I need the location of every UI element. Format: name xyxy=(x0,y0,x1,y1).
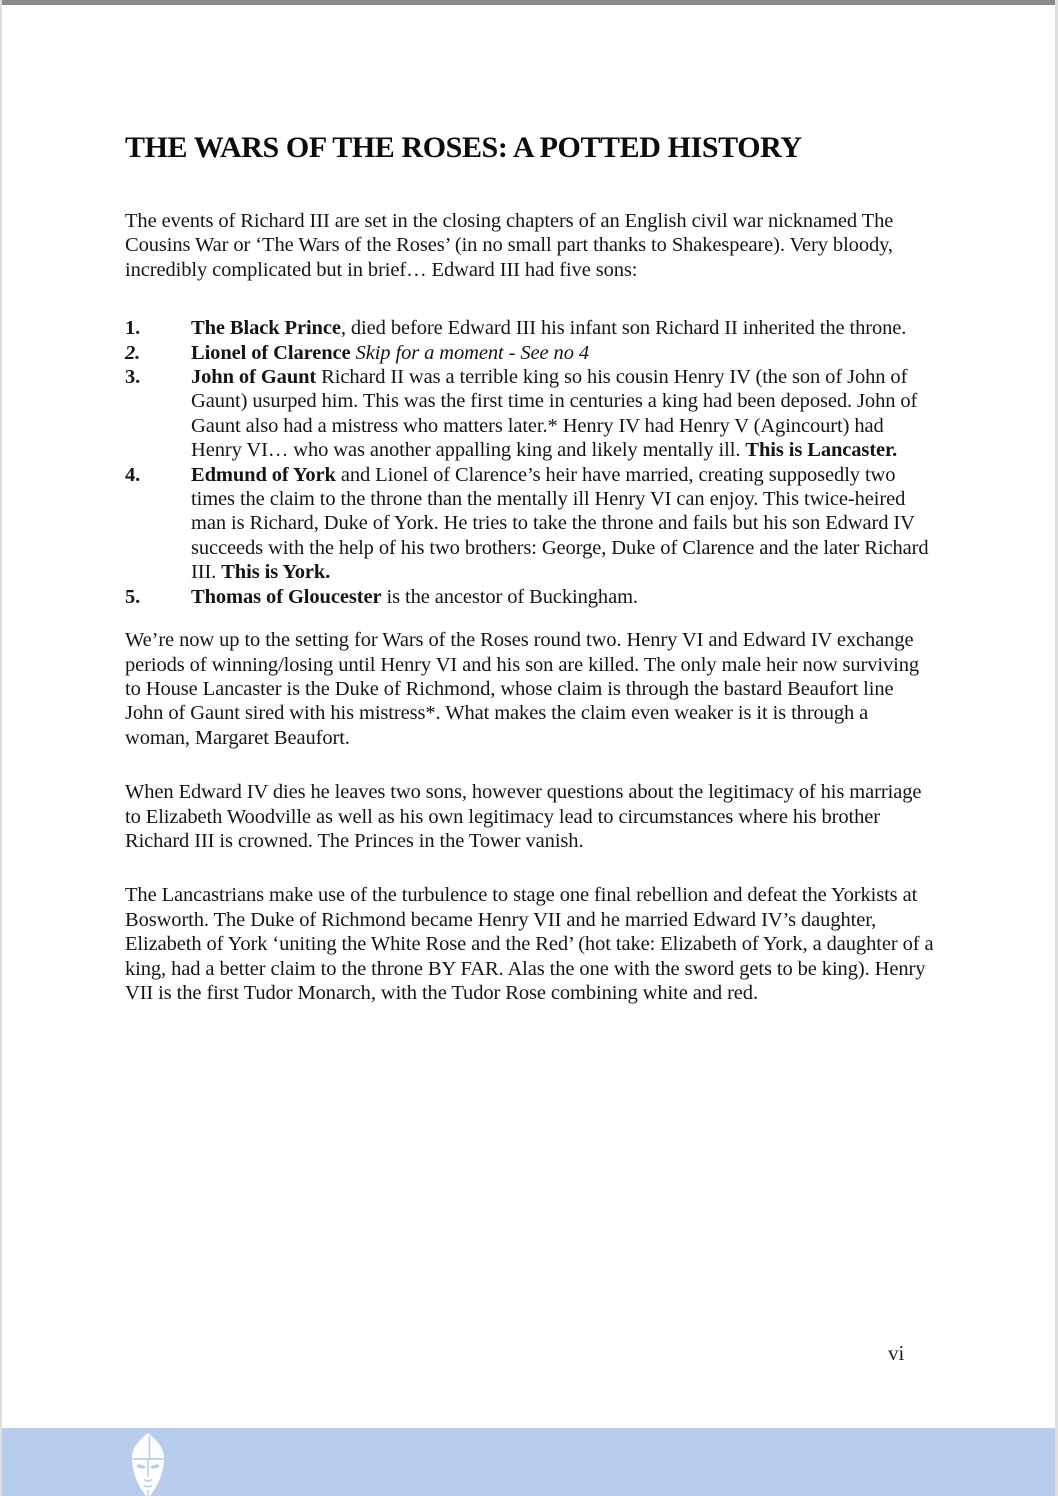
round-two-paragraph: We’re now up to the setting for Wars of the Roses round two. Henry VI and Edward IV exchange periods of winning/losing until Henry VI and his son are killed. The only male heir now surviving to House Lancaster is the Duke of Richmond, whose claim is through the bastard Beaufort line John of Gaunt sired with his mistress*. What makes the claim even weaker is it is through a woman, Margaret Beaufort. xyxy=(125,629,920,749)
list-item xyxy=(125,341,934,365)
five-sons-list xyxy=(125,316,934,609)
list-item-text: The Black Prince, died before Edward III his infant son Richard II inherited the throne. xyxy=(191,317,907,340)
list-item xyxy=(125,463,934,585)
list-item-text: Edmund of York and Lionel of Clarence’s heir have married, creating supposedly two times the claim to the throne than the mentally ill Henry VI can enjoy. This twice-heired man is Richard, Duke of York. He tries to take the throne and fails but his son Edward IV succeeds with the help of his two brothers: George, Duke of Clarence and the later Richard III. This is York. xyxy=(191,463,929,584)
list-item-number: 1. xyxy=(125,317,141,340)
page-content xyxy=(125,0,934,1035)
list-item-text: Lionel of Clarence Skip for a moment - See no 4 xyxy=(191,341,590,364)
list-item xyxy=(125,585,934,609)
list-item-number: 4. xyxy=(125,463,141,486)
list-item-text: Thomas of Gloucester is the ancestor of Buckingham. xyxy=(191,585,638,608)
list-item xyxy=(125,316,934,340)
page-title: THE WARS OF THE ROSES: A POTTED HISTORY xyxy=(125,131,802,164)
edward-dies-paragraph: When Edward IV dies he leaves two sons, however questions about the legitimacy of his marriage to Elizabeth Woodville as well as his own legitimacy lead to circumstances where his brother Richard III is crowned. The Princes in the Tower vanish. xyxy=(125,781,922,852)
footer-band xyxy=(0,1428,1058,1496)
list-item-text: John of Gaunt Richard II was a terrible king so his cousin Henry IV (the son of John of Gaunt) usurped him. This was the first time in centuries a king had been deposed. John of Gaunt also had a mistress who matters later.* Henry IV had Henry V (Agincourt) had Henry VI… who was another appalling king and likely mentally ill. This is Lancaster. xyxy=(191,366,918,462)
theatre-mask-logo-icon xyxy=(128,1433,168,1496)
list-item-number: 5. xyxy=(125,585,141,608)
page-number: vi xyxy=(888,1341,905,1365)
list-item xyxy=(125,365,934,463)
lancastrians-paragraph: The Lancastrians make use of the turbulence to stage one final rebellion and defeat the Yorkists at Bosworth. The Duke of Richmond became Henry VII and he married Edward IV’s daughter, Elizabeth of York ‘uniting the White Rose and the Red’ (hot take: Elizabeth of York, a daughter of a king, had a better claim to the throne BY FAR. Alas the one with the sword gets to be king). Henry VII is the first Tudor Monarch, with the Tudor Rose combining white and red. xyxy=(125,884,934,1004)
intro-paragraph: The events of Richard III are set in the closing chapters of an English civil war nicknamed The Cousins War or ‘The Wars of the Roses’ (in no small part thanks to Shakespeare). Very bloody, incredibly complicated but in brief… Edward III had five sons: xyxy=(125,210,894,281)
list-item-number: 2. xyxy=(125,341,141,364)
list-item-number: 3. xyxy=(125,366,141,389)
